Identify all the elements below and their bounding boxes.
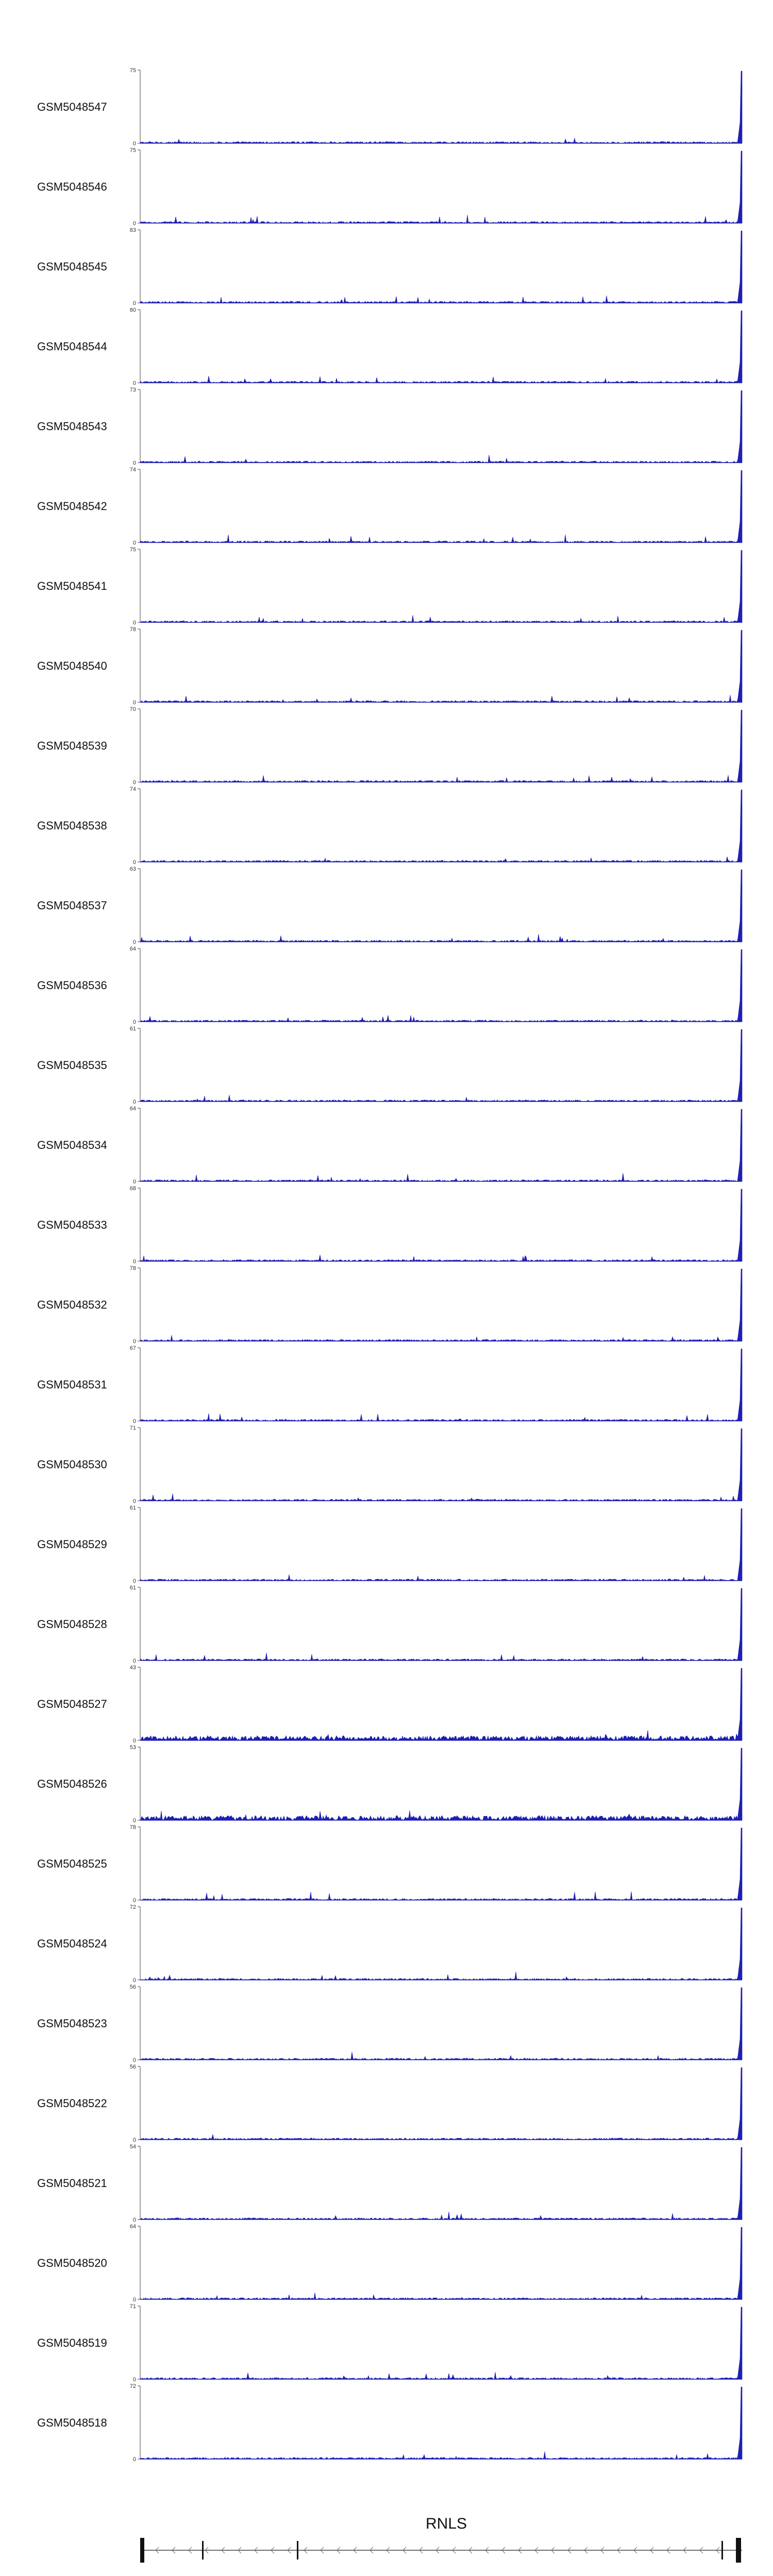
coverage-signal (140, 550, 742, 622)
track-label: GSM5048534 (37, 1139, 107, 1151)
coverage-track (37, 1744, 742, 1824)
coverage-signal (140, 311, 742, 383)
y-min-label: 0 (132, 2456, 136, 2463)
coverage-signal (140, 470, 742, 543)
y-max-label: 73 (129, 387, 136, 393)
y-min-label: 0 (132, 141, 136, 147)
y-max-label: 78 (129, 1265, 136, 1272)
y-min-label: 0 (132, 221, 136, 227)
y-min-label: 0 (132, 1418, 136, 1425)
y-min-label: 0 (132, 620, 136, 626)
coverage-track (37, 1425, 742, 1504)
track-label: GSM5048536 (37, 979, 107, 992)
coverage-track (37, 467, 742, 546)
coverage-track (37, 227, 742, 307)
coverage-track (37, 1345, 742, 1425)
coverage-signal (140, 1748, 742, 1820)
y-min-label: 0 (132, 859, 136, 866)
y-max-label: 68 (129, 1185, 136, 1192)
y-max-label: 72 (129, 1904, 136, 1910)
track-label: GSM5048540 (37, 659, 107, 672)
y-max-label: 71 (129, 2303, 136, 2310)
y-max-label: 56 (129, 2064, 136, 2070)
gene-exon (721, 2541, 723, 2560)
track-label: GSM5048547 (37, 100, 107, 113)
coverage-signal (140, 630, 742, 702)
coverage-signal (140, 1988, 742, 2060)
y-max-label: 64 (129, 2224, 136, 2230)
gene-track (140, 2515, 742, 2563)
y-max-label: 70 (129, 706, 136, 713)
coverage-signal (140, 1269, 742, 1341)
track-label: GSM5048524 (37, 1937, 107, 1950)
y-max-label: 74 (129, 467, 136, 473)
track-label: GSM5048526 (37, 1777, 107, 1790)
coverage-signal (140, 790, 742, 862)
y-max-label: 71 (129, 1425, 136, 1431)
y-max-label: 53 (129, 1744, 136, 1751)
y-min-label: 0 (132, 460, 136, 466)
gene-name-label: RNLS (425, 2515, 467, 2532)
y-min-label: 0 (132, 1977, 136, 1984)
y-min-label: 0 (132, 700, 136, 706)
y-max-label: 72 (129, 2383, 136, 2389)
y-min-label: 0 (132, 1658, 136, 1664)
track-label: GSM5048543 (37, 420, 107, 433)
coverage-track (37, 626, 742, 706)
coverage-signal (140, 1109, 742, 1181)
y-min-label: 0 (132, 540, 136, 546)
coverage-track (37, 1185, 742, 1265)
y-max-label: 61 (129, 1585, 136, 1591)
y-min-label: 0 (132, 1179, 136, 1185)
y-min-label: 0 (132, 1818, 136, 1824)
y-min-label: 0 (132, 2377, 136, 2383)
y-min-label: 0 (132, 2137, 136, 2143)
coverage-track (37, 147, 742, 227)
y-min-label: 0 (132, 1738, 136, 1744)
y-max-label: 78 (129, 1824, 136, 1831)
coverage-signal (140, 2307, 742, 2379)
track-label: GSM5048531 (37, 1378, 107, 1391)
y-max-label: 74 (129, 786, 136, 792)
coverage-signal (140, 2227, 742, 2299)
coverage-track (37, 67, 742, 147)
coverage-track (37, 1665, 742, 1744)
coverage-signal (140, 1668, 742, 1740)
y-min-label: 0 (132, 1338, 136, 1345)
coverage-signal (140, 870, 742, 942)
y-max-label: 61 (129, 1026, 136, 1032)
coverage-track (37, 1904, 742, 1984)
coverage-track (37, 1984, 742, 2063)
y-max-label: 78 (129, 626, 136, 633)
y-min-label: 0 (132, 1099, 136, 1105)
y-max-label: 75 (129, 147, 136, 154)
gene-exon (202, 2541, 204, 2560)
y-min-label: 0 (132, 779, 136, 786)
coverage-track (37, 2383, 742, 2463)
coverage-track (37, 2303, 742, 2383)
y-min-label: 0 (132, 300, 136, 307)
y-min-label: 0 (132, 2057, 136, 2063)
gene-exon (736, 2538, 741, 2563)
coverage-track (37, 307, 742, 386)
coverage-signal (140, 1349, 742, 1421)
coverage-signal (140, 151, 742, 223)
coverage-signal (140, 2147, 742, 2219)
y-min-label: 0 (132, 1019, 136, 1025)
track-label: GSM5048542 (37, 500, 107, 513)
coverage-track (37, 1265, 742, 1345)
track-label: GSM5048530 (37, 1458, 107, 1471)
coverage-signal (140, 391, 742, 463)
y-max-label: 83 (129, 227, 136, 233)
track-label: GSM5048529 (37, 1538, 107, 1551)
track-label: GSM5048545 (37, 260, 107, 273)
y-max-label: 54 (129, 2144, 136, 2150)
y-max-label: 64 (129, 946, 136, 952)
track-label: GSM5048535 (37, 1059, 107, 1072)
gene-exon (140, 2538, 144, 2563)
track-label: GSM5048538 (37, 819, 107, 832)
track-label: GSM5048533 (37, 1218, 107, 1231)
coverage-signal (140, 1828, 742, 1900)
y-max-label: 75 (129, 547, 136, 553)
track-label: GSM5048521 (37, 2177, 107, 2190)
coverage-signal (140, 1029, 742, 1101)
coverage-track (37, 2064, 742, 2143)
coverage-signal (140, 231, 742, 303)
coverage-track (37, 1585, 742, 1664)
coverage-track (37, 1026, 742, 1105)
y-max-label: 75 (129, 67, 136, 74)
y-min-label: 0 (132, 1259, 136, 1265)
y-min-label: 0 (132, 1498, 136, 1504)
coverage-signal (140, 710, 742, 782)
track-label: GSM5048519 (37, 2336, 107, 2349)
track-label: GSM5048525 (37, 1857, 107, 1870)
coverage-track (37, 1106, 742, 1185)
track-label: GSM5048539 (37, 739, 107, 752)
track-label: GSM5048532 (37, 1298, 107, 1311)
coverage-signal (140, 71, 742, 143)
track-label: GSM5048520 (37, 2257, 107, 2269)
coverage-track (37, 1824, 742, 1904)
gene-exon (297, 2541, 298, 2560)
coverage-track (37, 1505, 742, 1584)
track-label: GSM5048541 (37, 580, 107, 592)
y-max-label: 80 (129, 307, 136, 313)
track-label: GSM5048523 (37, 2017, 107, 2030)
track-label: GSM5048518 (37, 2416, 107, 2429)
y-max-label: 61 (129, 1505, 136, 1511)
track-label: GSM5048528 (37, 1618, 107, 1631)
y-max-label: 43 (129, 1665, 136, 1671)
y-min-label: 0 (132, 380, 136, 386)
track-label: GSM5048527 (37, 1698, 107, 1710)
y-min-label: 0 (132, 939, 136, 945)
track-label: GSM5048537 (37, 899, 107, 912)
coverage-track (37, 547, 742, 626)
coverage-signal (140, 1509, 742, 1581)
coverage-track (37, 946, 742, 1025)
y-max-label: 56 (129, 1984, 136, 1990)
coverage-signal (140, 2067, 742, 2140)
y-max-label: 67 (129, 1345, 136, 1351)
track-label: GSM5048546 (37, 180, 107, 193)
track-label: GSM5048522 (37, 2097, 107, 2110)
y-max-label: 63 (129, 866, 136, 872)
y-max-label: 64 (129, 1106, 136, 1112)
coverage-signal (140, 1908, 742, 1980)
y-min-label: 0 (132, 1897, 136, 1904)
coverage-signal (140, 1429, 742, 1501)
coverage-track (37, 2224, 742, 2303)
coverage-signal (140, 950, 742, 1022)
coverage-signal (140, 1588, 742, 1660)
y-min-label: 0 (132, 2297, 136, 2303)
y-min-label: 0 (132, 2217, 136, 2223)
track-label: GSM5048544 (37, 340, 107, 353)
coverage-track (37, 706, 742, 786)
coverage-track (37, 866, 742, 945)
coverage-track (37, 786, 742, 866)
y-min-label: 0 (132, 1578, 136, 1584)
coverage-signal (140, 2387, 742, 2459)
coverage-signal (140, 1189, 742, 1261)
coverage-tracks (37, 67, 742, 2463)
coverage-track (37, 387, 742, 466)
coverage-track (37, 2144, 742, 2223)
